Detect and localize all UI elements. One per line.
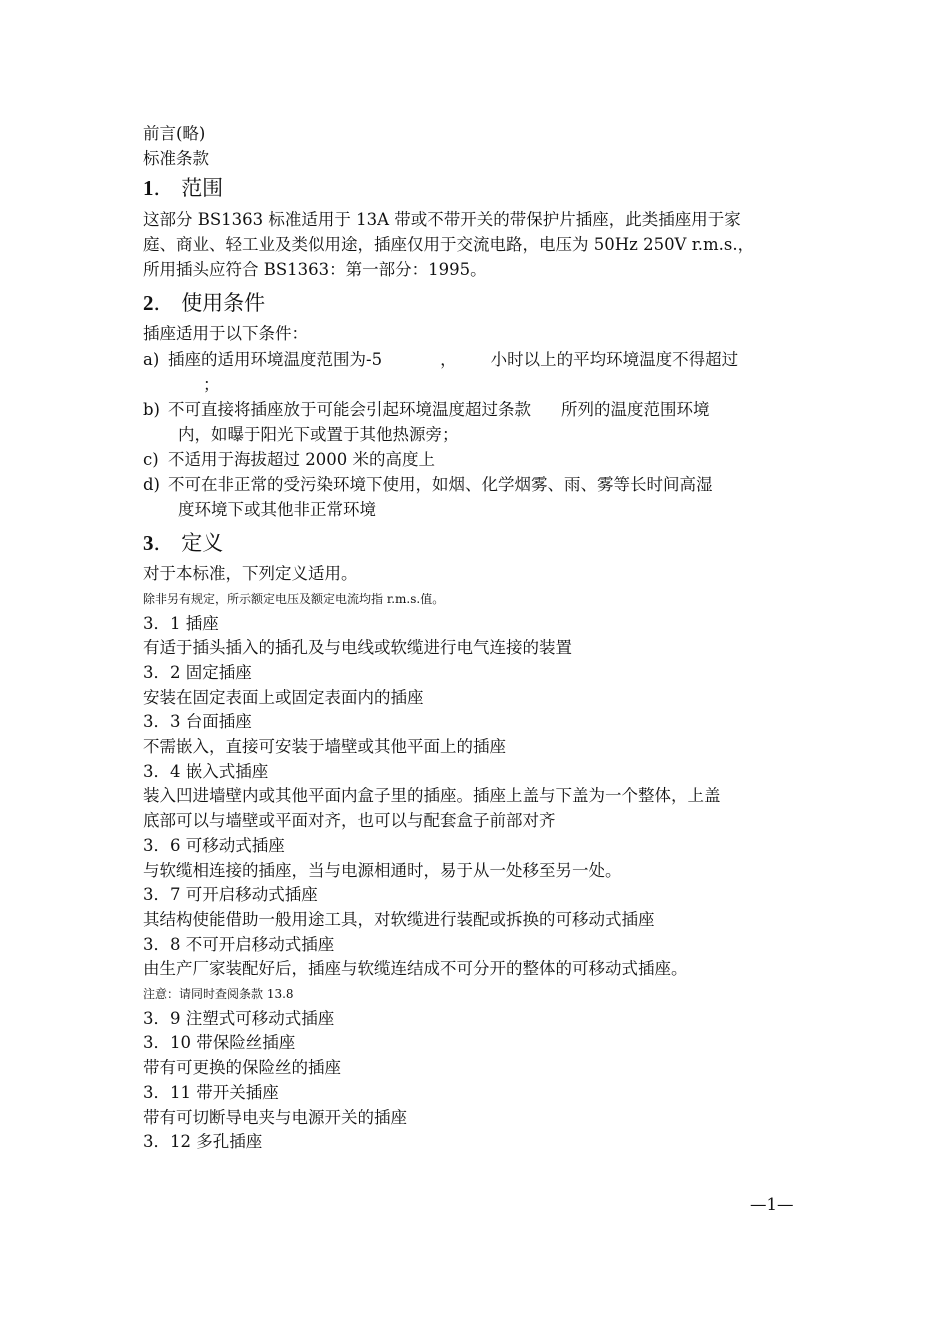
def-label: 3．11 带开关插座 [143,1082,279,1102]
condition-item-b [143,397,807,447]
item-c-text: 不适用于海拔超过 2000 米的高度上 [168,450,435,470]
section-3-title: 定义 [181,531,224,556]
section-1-heading: 1． 范围 [143,176,224,201]
item-a-cont: ； [203,375,220,395]
item-b-part-1: 不可直接将插座放于可能会引起环境温度超过条款 [168,400,531,420]
def-note: 注意：请同时查阅条款 13.8 [143,987,294,1002]
def-desc: 有适于插头插入的插孔及与电线或软缆进行电气连接的装置 [143,638,572,658]
section-1-body-line-1: 这部分 BS1363 标准适用于 13A 带或不带开关的带保护片插座，此类插座用于家 [143,210,741,230]
def-desc: 带有可更换的保险丝的插座 [143,1058,341,1078]
document-content [143,122,807,1155]
def-label: 3．10 带保险丝插座 [143,1033,296,1053]
terms-title: 标准条款 [143,148,209,168]
section-1-body-line-2: 庭、商业、轻工业及类似用途，插座仅用于交流电路，电压为 50Hz 250V r.m.s.， [143,235,755,255]
section-1-body [143,207,807,282]
def-desc: 带有可切断导电夹与电源开关的插座 [143,1107,407,1127]
section-2-heading: 2． 使用条件 [143,291,266,316]
def-label: 3．3 台面插座 [143,712,252,732]
def-desc: 与软缆相连接的插座，当与电源相通时，易于从一处移至另一处。 [143,860,622,880]
def-label: 3．1 插座 [143,613,219,633]
def-label: 3．8 不可开启移动式插座 [143,934,335,954]
preface-line: 前言(略) [143,124,206,143]
section-2-intro: 插座适用于以下条件： [143,324,308,344]
item-b-part-2: 所列的温度范围环境 [561,400,710,420]
item-marker: d) [143,475,160,495]
item-a-part-2: ， [440,350,457,370]
item-a-part-1: 插座的适用环境温度范围为-5 [168,350,383,370]
section-2-title: 使用条件 [181,291,266,316]
def-label: 3．9 注塑式可移动式插座 [143,1008,335,1028]
condition-item-a [143,347,807,397]
section-3-note: 除非另有规定，所示额定电压及额定电流均指 r.m.s.值。 [143,591,445,606]
def-label: 3．4 嵌入式插座 [143,761,269,781]
section-1-number: 1 [143,176,154,201]
item-b-cont: 内，如曝于阳光下或置于其他热源旁； [178,425,459,445]
item-a-part-3: 小时以上的平均环境温度不得超过 [490,350,739,370]
section-2-number: 2 [143,291,154,316]
section-1-title: 范围 [181,176,224,201]
def-label: 3．2 固定插座 [143,662,252,682]
page-number: —1— [750,1195,794,1214]
def-desc: 底部可以与墙壁或平面对齐，也可以与配套盒子前部对齐 [143,811,556,831]
condition-item-d [143,472,807,522]
def-label: 3．12 多孔插座 [143,1132,263,1152]
section-3-heading: 3． 定义 [143,531,224,556]
item-d-cont: 度环境下或其他非正常环境 [178,500,376,520]
def-label: 3．7 可开启移动式插座 [143,885,318,905]
def-desc: 安装在固定表面上或固定表面内的插座 [143,687,424,707]
def-desc: 不需嵌入，直接可安装于墙壁或其他平面上的插座 [143,737,506,757]
item-d-text: 不可在非正常的受污染环境下使用，如烟、化学烟雾、雨、雾等长时间高湿 [168,475,713,495]
condition-item-c [143,447,807,472]
section-3-number: 3 [143,531,154,556]
def-label: 3．6 可移动式插座 [143,835,285,855]
item-marker: b) [143,400,160,420]
section-3-intro: 对于本标准，下列定义适用。 [143,564,358,584]
section-1-body-line-3: 所用插头应符合 BS1363：第一部分：1995。 [143,260,487,280]
def-desc: 其结构使能借助一般用途工具，对软缆进行装配或拆换的可移动式插座 [143,909,655,929]
def-desc: 装入凹进墙壁内或其他平面内盒子里的插座。插座上盖与下盖为一个整体，上盖 [143,786,721,806]
item-marker: a) [143,350,160,370]
item-marker: c) [143,450,159,470]
def-desc: 由生产厂家装配好后，插座与软缆连结成不可分开的整体的可移动式插座。 [143,959,688,979]
